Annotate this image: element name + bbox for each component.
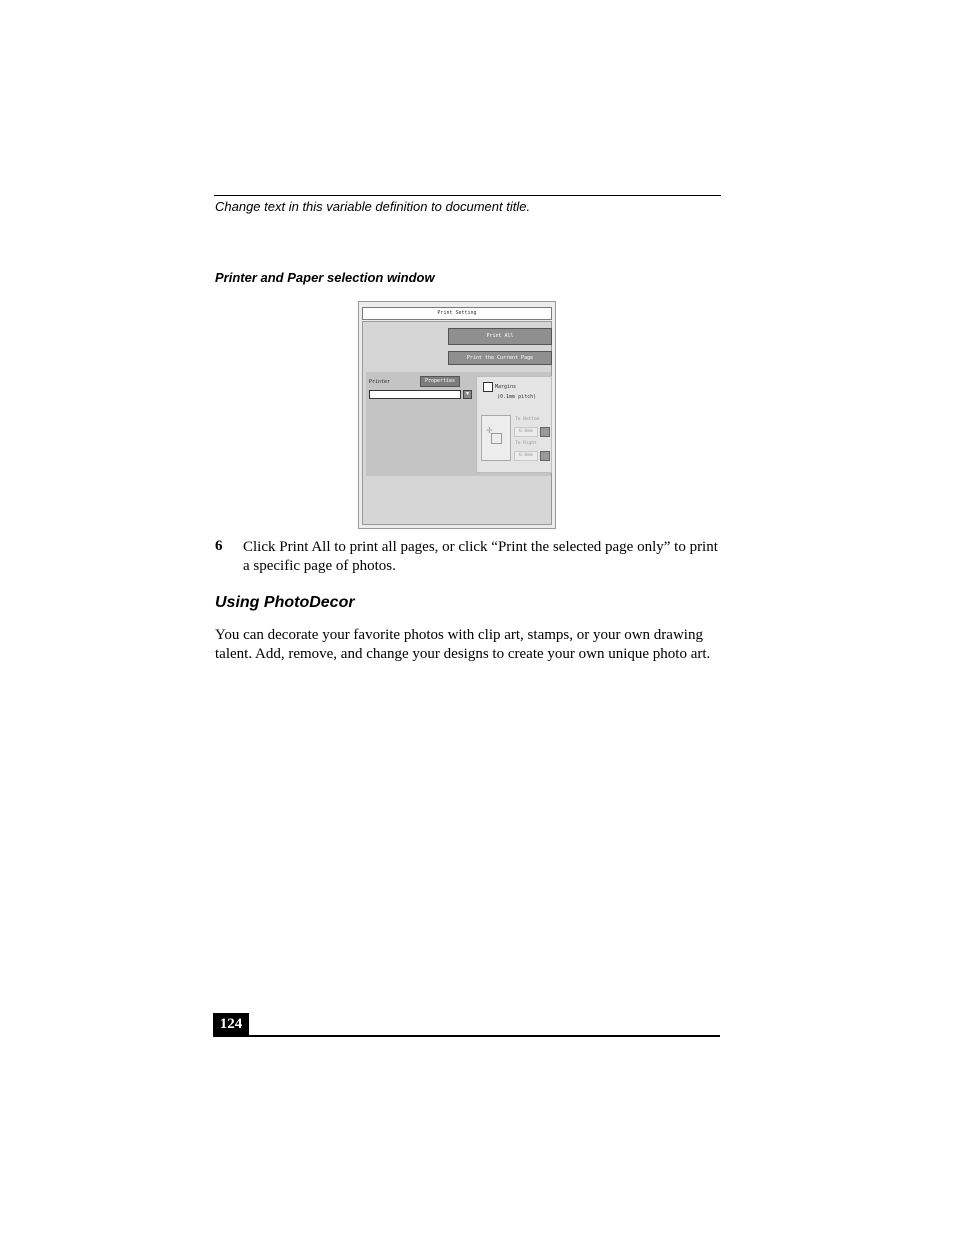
to-bottom-label: To Bottom <box>515 417 540 422</box>
printer-label: Printer <box>369 379 391 385</box>
printer-area <box>366 372 551 476</box>
to-bottom-input[interactable]: 0.0mm <box>514 427 538 437</box>
settings-panel <box>362 321 552 525</box>
step-number: 6 <box>215 538 223 554</box>
body-paragraph: You can decorate your favorite photos with clip art, stamps, or your own drawing talent. Add, remove, and change your designs to create your own unique photo art. <box>215 627 711 662</box>
section-heading: Using PhotoDecor <box>215 594 355 611</box>
running-header: Change text in this variable definition to document title. <box>215 199 531 214</box>
properties-button[interactable]: Properties <box>420 376 460 387</box>
to-right-stepper[interactable] <box>540 451 550 461</box>
to-right-label: To Right <box>515 441 537 446</box>
margins-label: Margins <box>495 384 517 390</box>
print-current-page-button[interactable]: Print the Current Page <box>448 351 552 365</box>
margins-checkbox[interactable] <box>483 382 493 392</box>
print-all-button[interactable]: Print All <box>448 328 552 345</box>
margin-preview <box>481 415 511 461</box>
figure-caption: Printer and Paper selection window <box>215 270 435 285</box>
print-setting-screenshot <box>358 301 556 529</box>
to-bottom-stepper[interactable] <box>540 427 550 437</box>
footer-rule <box>213 1035 720 1037</box>
step-text: Click Print All to print all pages, or click “Print the selected page only” to print a specific page of photos. <box>243 539 718 574</box>
window-title: Print Setting <box>362 307 552 320</box>
printer-select[interactable] <box>369 390 461 399</box>
to-right-input[interactable]: 0.0mm <box>514 451 538 461</box>
page-number: 124 <box>213 1013 249 1036</box>
margin-pitch-label: (0.1mm pitch) <box>497 394 537 400</box>
move-arrows-icon: ✛ <box>486 426 493 435</box>
header-rule <box>214 195 721 196</box>
chevron-down-icon[interactable]: ▼ <box>463 390 472 399</box>
margins-box <box>476 376 552 473</box>
